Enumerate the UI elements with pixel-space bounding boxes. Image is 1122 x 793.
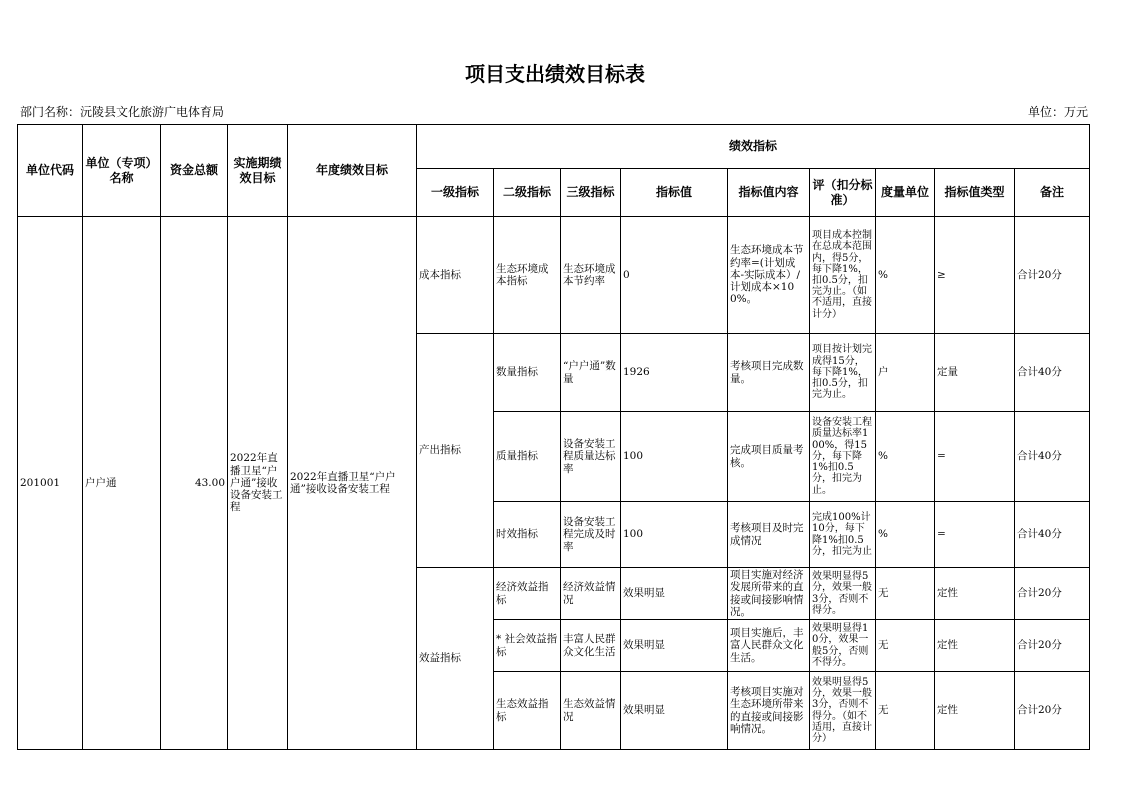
unit-label: 单位：万元 <box>1028 105 1089 119</box>
remark-cell: 合计20分 <box>1015 620 1090 672</box>
header-remark: 备注 <box>1015 169 1090 217</box>
scoring-cell: 项目成本控制在总成本范围内，得5分，每下降1%，扣0.5分，扣完为止。（如不适用，直接计分） <box>810 217 876 334</box>
period-goal-cell: 2022年直播卫星“户户通”接收设备安装工程 <box>228 217 288 750</box>
value-cell: 100 <box>621 412 728 502</box>
header-value-type: 指标值类型 <box>935 169 1015 217</box>
level1-benefit: 效益指标 <box>417 568 494 750</box>
measure-unit-cell: 无 <box>876 620 935 672</box>
value-cell: 0 <box>621 217 728 334</box>
table-row <box>18 217 1090 334</box>
level2-cell: 生态环境成本指标 <box>494 217 561 334</box>
content-cell: 考核项目完成数量。 <box>728 334 810 412</box>
header-annual-goal: 年度绩效目标 <box>288 125 417 217</box>
content-cell: 考核项目实施对生态环境所带来的直接或间接影响情况。 <box>728 672 810 750</box>
level3-cell: 生态环境成本节约率 <box>561 217 621 334</box>
header-scoring: 评（扣分标准） <box>810 169 876 217</box>
measure-unit-cell: % <box>876 502 935 568</box>
remark-cell: 合计20分 <box>1015 217 1090 334</box>
remark-cell: 合计40分 <box>1015 412 1090 502</box>
header-total-funds: 资金总额 <box>161 125 228 217</box>
scoring-cell: 效果明显得10分，效果一般5分，否则不得分。 <box>810 620 876 672</box>
value-cell: 效果明显 <box>621 672 728 750</box>
scoring-cell: 效果明显得5分，效果一般3分，否则不得分。（如不适用，直接计分） <box>810 672 876 750</box>
value-type-cell: = <box>935 412 1015 502</box>
remark-cell: 合计20分 <box>1015 568 1090 620</box>
value-type-cell: 定量 <box>935 334 1015 412</box>
level3-cell: “户户通”数量 <box>561 334 621 412</box>
value-type-cell: 定性 <box>935 620 1015 672</box>
unit-code-cell: 201001 <box>18 217 83 750</box>
content-cell: 生态环境成本节约率=(计划成本-实际成本）/计划成本×100%。 <box>728 217 810 334</box>
level2-cell: 质量指标 <box>494 412 561 502</box>
measure-unit-cell: 无 <box>876 568 935 620</box>
header-measure-unit: 度量单位 <box>876 169 935 217</box>
header-level1: 一级指标 <box>417 169 494 217</box>
remark-cell: 合计20分 <box>1015 672 1090 750</box>
level3-cell: 设备安装工程完成及时率 <box>561 502 621 568</box>
level2-cell: 数量指标 <box>494 334 561 412</box>
level2-cell: 生态效益指标 <box>494 672 561 750</box>
level2-cell: 经济效益指标 <box>494 568 561 620</box>
value-cell: 1926 <box>621 334 728 412</box>
total-funds-cell: 43.00 <box>161 217 228 750</box>
department-name: 部门名称：沅陵县文化旅游广电体育局 <box>20 105 225 119</box>
annual-goal-cell: 2022年直播卫星“户户通”接收设备安装工程 <box>288 217 417 750</box>
header-unit-code: 单位代码 <box>18 125 83 217</box>
measure-unit-cell: % <box>876 217 935 334</box>
scoring-cell: 完成100%计10分，每下降1%扣0.5分，扣完为止 <box>810 502 876 568</box>
remark-cell: 合计40分 <box>1015 334 1090 412</box>
header-indicators: 绩效指标 <box>417 125 1090 169</box>
content-cell: 完成项目质量考核。 <box>728 412 810 502</box>
measure-unit-cell: % <box>876 412 935 502</box>
header-period-goal: 实施期绩效目标 <box>228 125 288 217</box>
content-cell: 项目实施对经济发展所带来的直接或间接影响情况。 <box>728 568 810 620</box>
header-content: 指标值内容 <box>728 169 810 217</box>
value-type-cell: 定性 <box>935 672 1015 750</box>
level3-cell: 设备安装工程质量达标率 <box>561 412 621 502</box>
measure-unit-cell: 户 <box>876 334 935 412</box>
level3-cell: 丰富人民群众文化生活 <box>561 620 621 672</box>
measure-unit-cell: 无 <box>876 672 935 750</box>
header-level2: 二级指标 <box>494 169 561 217</box>
scoring-cell: 设备安装工程质量达标率100%，得15分，每下降1%扣0.5分，扣完为止。 <box>810 412 876 502</box>
header-unit-name: 单位（专项）名称 <box>83 125 161 217</box>
level2-cell: * 社会效益指标 <box>494 620 561 672</box>
remark-cell: 合计40分 <box>1015 502 1090 568</box>
level1-cost: 成本指标 <box>417 217 494 334</box>
value-type-cell: = <box>935 502 1015 568</box>
level3-cell: 生态效益情况 <box>561 672 621 750</box>
performance-table <box>17 124 1090 750</box>
level2-cell: 时效指标 <box>494 502 561 568</box>
value-cell: 效果明显 <box>621 620 728 672</box>
scoring-cell: 效果明显得5分，效果一般3分，否则不得分。 <box>810 568 876 620</box>
page-title: 项目支出绩效目标表 <box>465 62 645 86</box>
content-cell: 考核项目及时完成情况 <box>728 502 810 568</box>
scoring-cell: 项目按计划完成得15分，每下降1%，扣0.5分，扣完为止。 <box>810 334 876 412</box>
level1-output: 产出指标 <box>417 334 494 568</box>
header-level3: 三级指标 <box>561 169 621 217</box>
unit-name-cell: 户户通 <box>83 217 161 750</box>
value-cell: 效果明显 <box>621 568 728 620</box>
value-type-cell: ≥ <box>935 217 1015 334</box>
content-cell: 项目实施后，丰富人民群众文化生活。 <box>728 620 810 672</box>
header-value: 指标值 <box>621 169 728 217</box>
level3-cell: 经济效益情况 <box>561 568 621 620</box>
value-cell: 100 <box>621 502 728 568</box>
value-type-cell: 定性 <box>935 568 1015 620</box>
header-row-1 <box>18 125 1090 169</box>
